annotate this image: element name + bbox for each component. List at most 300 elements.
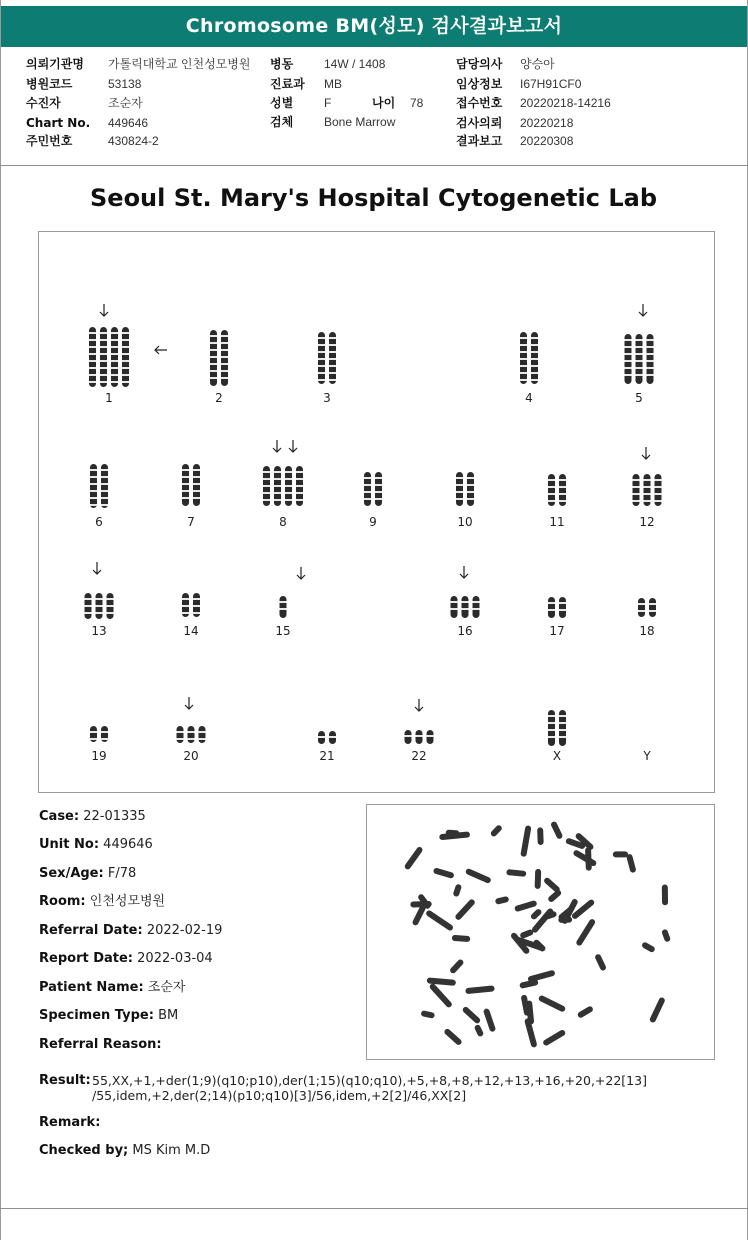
chromosome-band bbox=[101, 469, 108, 471]
chromosome-band bbox=[101, 490, 108, 492]
result-line-1: 55,XX,+1,+der(1;9)(q10;p10),der(1;15)(q10;q10),+5,+8,+8,+12,+13,+16,+20,+22[13] bbox=[92, 1073, 647, 1088]
metaphase-chromosome bbox=[462, 1006, 482, 1025]
chromosome-band bbox=[647, 353, 654, 355]
chromosome-band bbox=[559, 715, 566, 717]
detail-sex-age bbox=[39, 865, 136, 883]
chromosome-band bbox=[89, 360, 96, 362]
metaphase-chromosome bbox=[594, 953, 607, 971]
chromosome-label-17: 17 bbox=[549, 624, 565, 638]
info-value: Bone Marrow bbox=[324, 115, 396, 129]
chromosome-band bbox=[100, 367, 107, 369]
chromosome-band bbox=[329, 358, 336, 360]
arrow-down-icon bbox=[273, 440, 281, 452]
chromosome-band bbox=[451, 601, 458, 603]
metaphase-chromosome bbox=[538, 995, 567, 1013]
chromosome-band bbox=[633, 500, 640, 502]
chromosome-band bbox=[364, 477, 371, 479]
chromosome-label-20: 20 bbox=[183, 749, 199, 763]
metaphase-chromosome bbox=[543, 876, 561, 893]
chromosome-1 bbox=[111, 327, 118, 387]
info-label: 성별 bbox=[270, 96, 294, 110]
chromosome-label-12: 12 bbox=[639, 515, 655, 529]
chromosome-band bbox=[559, 500, 566, 502]
chromosome-band bbox=[188, 738, 195, 740]
chromosome-20 bbox=[177, 726, 184, 743]
chromosome-label-14: 14 bbox=[183, 624, 199, 638]
info-label: Chart No. bbox=[26, 116, 91, 130]
cytogenetic-report bbox=[3, 170, 744, 1205]
arrow-down-icon bbox=[100, 304, 108, 316]
chromosome-band bbox=[318, 379, 325, 381]
chromosome-band bbox=[559, 729, 566, 731]
metaphase-image bbox=[366, 804, 715, 1060]
info-label: 나이 bbox=[372, 96, 396, 110]
chromosome-band bbox=[633, 493, 640, 495]
chromosome-band bbox=[427, 735, 434, 737]
chromosome-label-2: 2 bbox=[215, 391, 223, 405]
info-value: 430824-2 bbox=[108, 134, 159, 148]
info-value: 조순자 bbox=[108, 96, 143, 110]
chromosome-band bbox=[177, 738, 184, 740]
chromosome-label-Y: Y bbox=[643, 749, 651, 763]
chromosome-band bbox=[111, 367, 118, 369]
detail-value: 449646 bbox=[103, 837, 153, 852]
chromosome-band bbox=[210, 377, 217, 379]
chromosome-band bbox=[122, 381, 129, 383]
metaphase-chromosome bbox=[465, 985, 495, 994]
metaphase-chromosome bbox=[433, 867, 455, 879]
info-label: 임상정보 bbox=[456, 77, 503, 91]
arrow-down-icon bbox=[289, 440, 297, 452]
chromosome-16 bbox=[473, 596, 480, 618]
chromosome-band bbox=[122, 374, 129, 376]
info-label: 담당의사 bbox=[456, 57, 503, 71]
metaphase-chromosome bbox=[421, 1010, 436, 1019]
chromosome-label-X: X bbox=[552, 749, 562, 763]
detail-unit-no bbox=[39, 836, 153, 854]
chromosome-band bbox=[473, 608, 480, 610]
chromosome-band bbox=[90, 469, 97, 471]
detail-referral-date bbox=[39, 922, 222, 940]
chromosome-5 bbox=[647, 334, 654, 384]
info-value: MB bbox=[324, 77, 342, 91]
chromosome-band bbox=[329, 372, 336, 374]
chromosome-band bbox=[285, 499, 292, 501]
metaphase-chromosome bbox=[495, 896, 510, 905]
chromosome-band bbox=[101, 738, 108, 740]
chromosome-band bbox=[636, 353, 643, 355]
info-value: 20220218 bbox=[520, 116, 574, 130]
chromosome-band bbox=[318, 344, 325, 346]
chromosome-band bbox=[122, 353, 129, 355]
chromosome-band bbox=[531, 344, 538, 346]
chromosome-band bbox=[111, 353, 118, 355]
info-label: 병원코드 bbox=[26, 77, 73, 91]
chromosome-label-7: 7 bbox=[187, 515, 195, 529]
chromosome-band bbox=[625, 360, 632, 362]
metaphase-chromosome bbox=[410, 901, 432, 908]
detail-label: Specimen Type: bbox=[39, 1008, 154, 1023]
chromosome-band bbox=[531, 365, 538, 367]
detail-patient-name bbox=[39, 979, 185, 997]
chromosome-band bbox=[559, 479, 566, 481]
chromosome-band bbox=[193, 612, 200, 614]
chromosome-band bbox=[318, 365, 325, 367]
chromosome-18 bbox=[649, 598, 656, 617]
chromosome-band bbox=[456, 491, 463, 493]
chromosome-band bbox=[636, 367, 643, 369]
chromosome-band bbox=[90, 497, 97, 499]
detail-value: 조순자 bbox=[147, 980, 186, 995]
chromosome-1 bbox=[89, 327, 96, 387]
arrow-down-icon bbox=[415, 699, 423, 711]
chromosome-band bbox=[89, 381, 96, 383]
chromosome-band bbox=[188, 731, 195, 733]
detail-label: Unit No: bbox=[39, 837, 100, 852]
chromosome-band bbox=[182, 483, 189, 485]
chromosome-1 bbox=[122, 327, 129, 387]
chromosome-band bbox=[548, 602, 555, 604]
metaphase-chromosome bbox=[449, 958, 465, 974]
metaphase-chromosome bbox=[527, 970, 555, 983]
chromosome-band bbox=[531, 358, 538, 360]
chromosome-band bbox=[107, 605, 114, 607]
chromosome-band bbox=[644, 500, 651, 502]
chromosome-band bbox=[90, 476, 97, 478]
detail-report-date bbox=[39, 950, 213, 968]
chromosome-band bbox=[559, 736, 566, 738]
metaphase-chromosome bbox=[537, 827, 544, 845]
chromosome-label-8: 8 bbox=[279, 515, 287, 529]
metaphase-chromosome bbox=[572, 849, 597, 867]
chromosome-band bbox=[90, 504, 97, 506]
arrow-down-icon bbox=[460, 566, 468, 578]
chromosome-band bbox=[375, 477, 382, 479]
chromosome-5 bbox=[636, 334, 643, 384]
chromosome-band bbox=[644, 486, 651, 488]
info-value: 20220308 bbox=[520, 134, 574, 148]
chromosome-band bbox=[96, 605, 103, 607]
metaphase-chromosome bbox=[662, 884, 668, 905]
chromosome-band bbox=[90, 738, 97, 740]
chromosome-band bbox=[625, 353, 632, 355]
chromosome-band bbox=[467, 498, 474, 500]
chromosome-band bbox=[90, 490, 97, 492]
metaphase-chromosome bbox=[577, 1005, 594, 1019]
chromosome-band bbox=[274, 492, 281, 494]
chromosome-band bbox=[263, 471, 270, 473]
remark-section bbox=[39, 1115, 100, 1130]
chromosome-band bbox=[531, 337, 538, 339]
chromosome-16 bbox=[462, 596, 469, 618]
chromosome-20 bbox=[188, 726, 195, 743]
chromosome-band bbox=[647, 367, 654, 369]
chromosome-band bbox=[647, 374, 654, 376]
chromosome-band bbox=[182, 605, 189, 607]
arrow-down-icon bbox=[642, 447, 650, 459]
chromosome-band bbox=[318, 372, 325, 374]
chromosome-band bbox=[531, 351, 538, 353]
chromosome-band bbox=[375, 491, 382, 493]
chromosome-band bbox=[274, 485, 281, 487]
chromosome-band bbox=[274, 471, 281, 473]
detail-label: Referral Reason: bbox=[39, 1037, 162, 1052]
metaphase-chromosome bbox=[641, 941, 656, 953]
chromosome-16 bbox=[451, 596, 458, 618]
chromosome-band bbox=[274, 499, 281, 501]
detail-label: Referral Date: bbox=[39, 923, 143, 938]
detail-value: 22-01335 bbox=[83, 809, 146, 824]
chromosome-band bbox=[451, 608, 458, 610]
arrow-down-icon bbox=[297, 567, 305, 579]
chromosome-band bbox=[193, 469, 200, 471]
detail-value: 2022-03-04 bbox=[137, 951, 213, 966]
chromosome-band bbox=[296, 485, 303, 487]
chromosome-band bbox=[193, 476, 200, 478]
detail-referral-reason bbox=[39, 1036, 162, 1054]
remark-label: Remark: bbox=[39, 1115, 101, 1130]
info-label: 진료과 bbox=[270, 77, 305, 91]
chromosome-band bbox=[263, 485, 270, 487]
chromosome-band bbox=[520, 379, 527, 381]
chromosome-band bbox=[655, 486, 662, 488]
metaphase-chromosome bbox=[465, 868, 492, 884]
chromosome-band bbox=[405, 735, 412, 737]
chromosome-18 bbox=[638, 598, 645, 617]
chromosome-band bbox=[520, 351, 527, 353]
chromosome-band bbox=[101, 483, 108, 485]
chromosome-band bbox=[96, 598, 103, 600]
patient-info-panel bbox=[0, 52, 748, 162]
chromosome-band bbox=[210, 349, 217, 351]
info-label: 수진자 bbox=[26, 96, 61, 110]
chromosome-band bbox=[285, 492, 292, 494]
chromosome-band bbox=[318, 337, 325, 339]
chromosome-band bbox=[101, 731, 108, 733]
chromosome-band bbox=[655, 479, 662, 481]
chromosome-band bbox=[456, 498, 463, 500]
arrow-down-icon bbox=[639, 304, 647, 316]
report-header bbox=[1, 6, 747, 47]
chromosome-band bbox=[210, 342, 217, 344]
chromosome-band bbox=[548, 493, 555, 495]
chromosome-band bbox=[647, 339, 654, 341]
metaphase-chromosome bbox=[524, 1018, 538, 1048]
metaphase-chromosome bbox=[519, 929, 534, 940]
chromosome-band bbox=[318, 358, 325, 360]
chromosome-band bbox=[90, 731, 97, 733]
chromosome-band bbox=[122, 346, 129, 348]
chromosome-band bbox=[193, 605, 200, 607]
chromosome-band bbox=[318, 736, 325, 738]
chromosome-band bbox=[90, 483, 97, 485]
metaphase-chromosome bbox=[404, 846, 424, 871]
chromosome-band bbox=[655, 500, 662, 502]
info-value: 449646 bbox=[108, 116, 149, 130]
chromosome-band bbox=[100, 346, 107, 348]
chromosome-band bbox=[644, 493, 651, 495]
chromosome-band bbox=[96, 612, 103, 614]
report-title: Seoul St. Mary's Hospital Cytogenetic Lab bbox=[90, 184, 657, 212]
metaphase-chromosome bbox=[452, 935, 471, 942]
chromosome-band bbox=[210, 363, 217, 365]
info-label: 접수번호 bbox=[456, 96, 503, 110]
metaphase-chromosome bbox=[531, 907, 555, 934]
chromosome-band bbox=[531, 379, 538, 381]
chromosome-band bbox=[100, 353, 107, 355]
chromosome-band bbox=[221, 370, 228, 372]
report-header-title: Chromosome BM(성모) 검사결과보고서 bbox=[185, 15, 563, 37]
chromosome-band bbox=[210, 370, 217, 372]
chromosome-band bbox=[182, 469, 189, 471]
chromosome-band bbox=[329, 365, 336, 367]
detail-room bbox=[39, 893, 165, 911]
chromosome-band bbox=[89, 339, 96, 341]
chromosome-band bbox=[520, 358, 527, 360]
chromosome-band bbox=[548, 609, 555, 611]
info-value: I67H91CF0 bbox=[520, 77, 582, 91]
chromosome-band bbox=[636, 339, 643, 341]
chromosome-band bbox=[364, 498, 371, 500]
chromosome-band bbox=[285, 471, 292, 473]
chromosome-band bbox=[467, 484, 474, 486]
metaphase-chromosome bbox=[575, 918, 596, 947]
chromosome-band bbox=[111, 332, 118, 334]
chromosome-band bbox=[122, 367, 129, 369]
chromosome-band bbox=[633, 486, 640, 488]
chromosome-band bbox=[329, 379, 336, 381]
chromosome-label-3: 3 bbox=[323, 391, 331, 405]
detail-specimen-type bbox=[39, 1007, 178, 1025]
metaphase-chromosome bbox=[454, 898, 476, 921]
chromosome-band bbox=[182, 476, 189, 478]
chromosome-band bbox=[655, 493, 662, 495]
chromosome-band bbox=[456, 477, 463, 479]
chromosome-band bbox=[101, 497, 108, 499]
chromosome-band bbox=[193, 483, 200, 485]
chromosome-band bbox=[85, 612, 92, 614]
chromosome-band bbox=[548, 486, 555, 488]
info-value: 14W / 1408 bbox=[324, 57, 386, 71]
chromosome-band bbox=[85, 605, 92, 607]
chromosome-band bbox=[462, 601, 469, 603]
chromosome-label-19: 19 bbox=[91, 749, 107, 763]
chromosome-band bbox=[101, 504, 108, 506]
chromosome-band bbox=[531, 372, 538, 374]
chromosome-band bbox=[111, 360, 118, 362]
chromosome-band bbox=[296, 492, 303, 494]
chromosome-band bbox=[280, 601, 287, 603]
chromosome-band bbox=[296, 471, 303, 473]
karyogram-image bbox=[39, 232, 716, 794]
chromosome-band bbox=[636, 360, 643, 362]
result-line-2: /55,idem,+2,der(2;14)(p10;q10)[3]/56,idem,+2[2]/46,XX[2] bbox=[92, 1088, 467, 1103]
detail-label: Report Date: bbox=[39, 951, 134, 966]
chromosome-band bbox=[182, 490, 189, 492]
chromosome-band bbox=[221, 349, 228, 351]
chromosome-band bbox=[111, 339, 118, 341]
chromosome-band bbox=[100, 332, 107, 334]
metaphase-chromosome bbox=[428, 982, 453, 1008]
chromosome-band bbox=[89, 346, 96, 348]
chromosome-band bbox=[318, 351, 325, 353]
chromosome-band bbox=[638, 603, 645, 605]
chromosome-band bbox=[177, 731, 184, 733]
chromosome-label-21: 21 bbox=[319, 749, 335, 763]
metaphase-chromosome bbox=[443, 1028, 463, 1046]
info-value: 20220218-14216 bbox=[520, 96, 611, 110]
info-label: 의뢰기관명 bbox=[26, 57, 84, 71]
metaphase-chromosome bbox=[626, 853, 637, 873]
info-label: 결과보고 bbox=[456, 134, 503, 148]
footer-separator bbox=[0, 1208, 748, 1209]
chromosome-band bbox=[89, 332, 96, 334]
info-label: 병동 bbox=[270, 57, 294, 71]
chromosome-band bbox=[364, 484, 371, 486]
metaphase-chromosome bbox=[649, 996, 666, 1023]
chromosome-band bbox=[111, 381, 118, 383]
chromosome-band bbox=[100, 381, 107, 383]
chromosome-band bbox=[649, 603, 656, 605]
chromosome-band bbox=[193, 598, 200, 600]
info-label: 검체 bbox=[270, 115, 294, 129]
info-value: 양승아 bbox=[520, 57, 555, 71]
chromosome-band bbox=[548, 722, 555, 724]
chromosome-band bbox=[520, 344, 527, 346]
chromosome-label-9: 9 bbox=[369, 515, 377, 529]
detail-label: Room: bbox=[39, 894, 86, 909]
info-value: 53138 bbox=[108, 77, 142, 91]
chromosome-band bbox=[467, 491, 474, 493]
metaphase-spread bbox=[367, 805, 714, 1059]
checked-by-value: MS Kim M.D bbox=[132, 1143, 211, 1158]
info-label: 검사의뢰 bbox=[456, 116, 503, 130]
chromosome-band bbox=[100, 374, 107, 376]
chromosome-band bbox=[559, 722, 566, 724]
chromosome-label-4: 4 bbox=[525, 391, 533, 405]
chromosome-label-6: 6 bbox=[95, 515, 103, 529]
chromosome-band bbox=[559, 486, 566, 488]
chromosome-band bbox=[111, 374, 118, 376]
chromosome-band bbox=[296, 478, 303, 480]
metaphase-chromosome bbox=[661, 929, 671, 943]
chromosome-band bbox=[329, 344, 336, 346]
metaphase-chromosome bbox=[453, 884, 463, 898]
chromosome-label-1: 1 bbox=[105, 391, 113, 405]
chromosome-band bbox=[122, 332, 129, 334]
checked-by-label: Checked by; bbox=[39, 1143, 129, 1158]
chromosome-band bbox=[263, 478, 270, 480]
chromosome-band bbox=[329, 337, 336, 339]
detail-label: Patient Name: bbox=[39, 980, 144, 995]
detail-value: 2022-02-19 bbox=[146, 923, 223, 938]
chromosome-band bbox=[636, 374, 643, 376]
chromosome-band bbox=[638, 610, 645, 612]
chromosome-label-11: 11 bbox=[549, 515, 565, 529]
chromosome-band bbox=[199, 731, 206, 733]
chromosome-band bbox=[221, 363, 228, 365]
metaphase-chromosome bbox=[558, 917, 572, 923]
chromosome-band bbox=[85, 598, 92, 600]
chromosome-band bbox=[520, 337, 527, 339]
chromosome-band bbox=[263, 499, 270, 501]
chromosome-1 bbox=[100, 327, 107, 387]
detail-case bbox=[39, 808, 146, 826]
chromosome-band bbox=[101, 476, 108, 478]
chromosome-band bbox=[416, 735, 423, 737]
chromosome-band bbox=[649, 610, 656, 612]
chromosome-band bbox=[182, 612, 189, 614]
